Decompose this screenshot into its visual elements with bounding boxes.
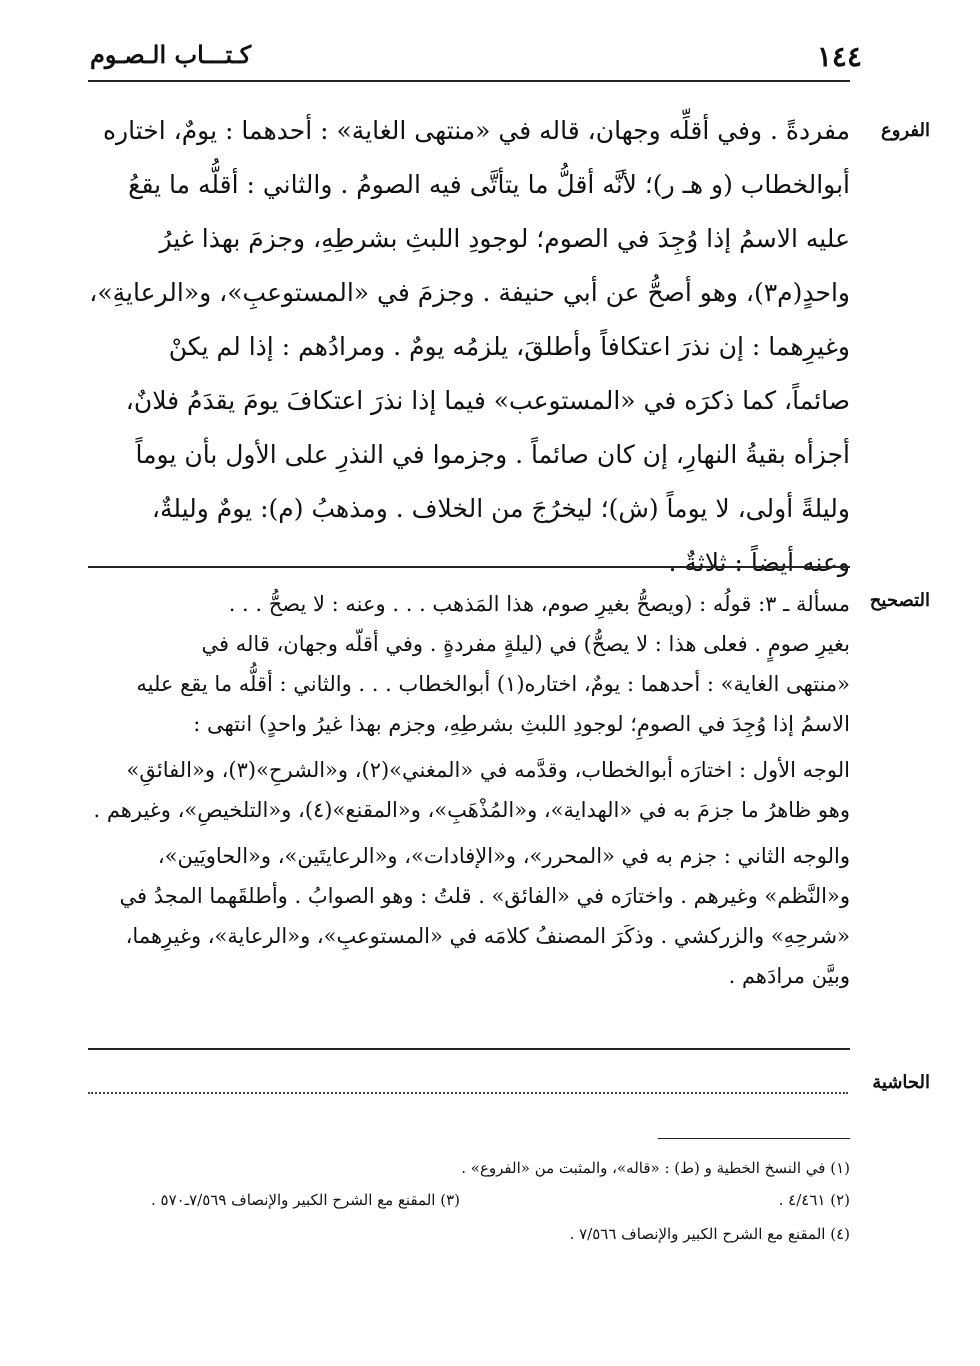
section-rule bbox=[88, 1048, 850, 1050]
section-rule bbox=[88, 566, 850, 568]
header-rule bbox=[88, 80, 850, 82]
text-line: عليه الاسمُ إذا وُجِدَ في الصوم؛ لوجودِ اللبثِ بشرطِهِ، وجزمَ بهذا غيرُ bbox=[159, 224, 850, 253]
text-line: أبوالخطاب (و هـ ر)؛ لأنَّه أقلُّ ما يتأتَّى فيه الصومُ . والثاني : أقلُّه ما يقعُ bbox=[128, 170, 850, 199]
text-line: صائماً، كما ذكرَه في «المستوعب» فيما إذا نذرَ اعتكافَ يومَ يقدَمُ فلانٌ، bbox=[125, 386, 850, 415]
text-line: وغيرِهما : إن نذرَ اعتكافاً وأطلقَ، يلزمُه يومٌ . ومرادُهم : إذا لم يكنْ bbox=[168, 332, 850, 361]
text-line: وهو ظاهرُ ما جزمَ به في «الهداية»، و«المُذْهَبِ»، و«المقنع»(٤)، و«التلخيصِ»، وغيرهم . bbox=[93, 798, 850, 822]
tashih-text bbox=[88, 584, 850, 996]
text-line: بغيرِ صومٍ . فعلى هذا : لا يصحُّ) في (ليلةٍ مفردةٍ . وفي أقلّه وجهان، قاله في bbox=[201, 632, 850, 656]
text-line: الوجه الأول : اختارَه أبوالخطاب، وقدَّمه في «المغني»(٢)، و«الشرحِ»(٣)، و«الفائقِ» bbox=[126, 758, 850, 782]
hashiya-label: الحاشية bbox=[872, 1072, 930, 1093]
furu-label: الفروع bbox=[881, 120, 930, 141]
footnote-1: (١) في النسخ الخطية و (ط) : «قاله»، والمثبت من «الفروع» . bbox=[461, 1159, 850, 1177]
text-line: وليلةً أولى، لا يوماً (ش)؛ ليخرُجَ من الخلاف . ومذهبُ (م): يومٌ وليلةٌ، bbox=[151, 494, 850, 523]
text-line: «شرحِهِ» والزركشي . وذكَرَ المصنفُ كلامَه في «المستوعبِ»، و«الرعاية»، وغيرِهما، bbox=[125, 924, 850, 948]
hashiya-dotted-line bbox=[88, 1092, 848, 1094]
text-line: والوجه الثاني : جزم به في «المحرر»، و«الإفادات»، و«الرعايتَين»، و«الحاويَين»، bbox=[157, 844, 850, 868]
text-line: واحدٍ(م٣)، وهو أصحُّ عن أبي حنيفة . وجزمَ في «المستوعبِ»، و«الرعايةِ»، bbox=[89, 278, 850, 307]
text-line: مسألة ـ ٣: قولُه : (ويصحُّ بغيرِ صوم، هذا المَذهب . . . وعنه : لا يصحُّ . . . bbox=[228, 592, 850, 616]
footnote-rule bbox=[658, 1138, 850, 1139]
furu-text bbox=[88, 104, 850, 590]
page-number: ١٤٤ bbox=[816, 40, 862, 73]
text-line: الاسمُ إذا وُجِدَ في الصومِ؛ لوجودِ اللبثِ بشرطِهِ، وجزم بهذا غيرُ واحدٍ) انتهى : bbox=[193, 712, 850, 736]
tashih-label: التصحيح bbox=[869, 590, 930, 611]
text-line: أجزأه بقيةُ النهارِ، إن كان صائماً . وجزموا في النذرِ على الأول بأن يوماً bbox=[135, 440, 850, 469]
footnote-3: (٣) المقنع مع الشرح الكبير والإنصاف ٧/٥٦٩ـ٥٧٠ . bbox=[150, 1191, 460, 1209]
footnote-4: (٤) المقنع مع الشرح الكبير والإنصاف ٧/٥٦٦ . bbox=[569, 1225, 850, 1243]
text-line: وعنه أيضاً : ثلاثةٌ . bbox=[668, 548, 850, 577]
running-title: كـتـــاب الـصـوم bbox=[90, 40, 252, 69]
footnote-2: (٢) ٤/٤٦١ . bbox=[778, 1191, 850, 1209]
text-line: و«النَّظم» وغيرهم . واختارَه في «الفائق» . قلتُ : وهو الصوابُ . وأطلقَهما المجدُ في bbox=[119, 884, 850, 908]
text-line: وبيَّن مرادَهم . bbox=[728, 964, 850, 988]
text-line: مفردةً . وفي أقلِّه وجهان، قاله في «منتهى الغاية» : أحدهما : يومٌ، اختاره bbox=[102, 116, 850, 145]
text-line: «منتهى الغاية» : أحدهما : يومٌ، اختاره(١) أبوالخطاب . . . والثاني : أقلُّه ما يقع عليه bbox=[136, 672, 850, 696]
